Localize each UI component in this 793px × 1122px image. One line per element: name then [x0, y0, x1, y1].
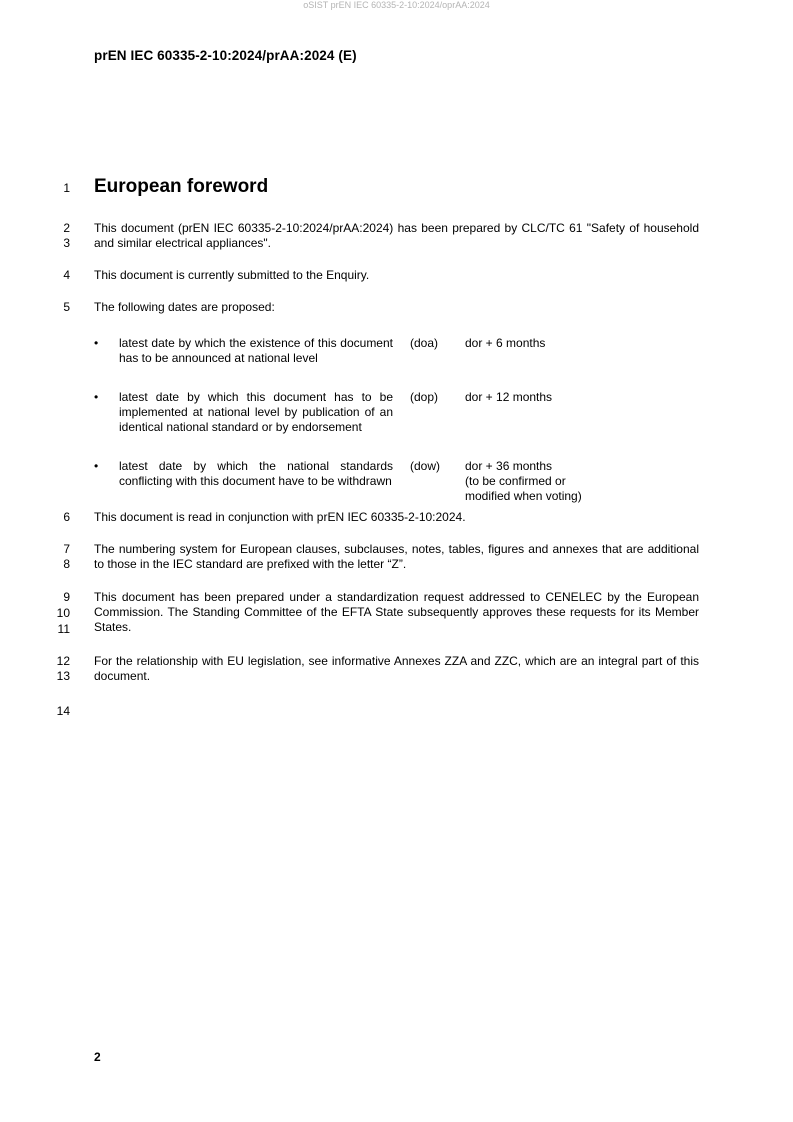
line-number: 7 [63, 542, 70, 556]
date-abbreviation: (dop) [410, 390, 439, 404]
line-number: 5 [63, 300, 70, 314]
document-header: prEN IEC 60335-2-10:2024/prAA:2024 (E) [94, 48, 357, 63]
line-number: 9 [63, 590, 70, 604]
line-number: 3 [63, 236, 70, 250]
date-description: latest date by which the existence of this document has to be announced at national level [119, 336, 393, 365]
date-value: dor + 36 months (to be confirmed or modified when voting) [465, 459, 582, 503]
line-number: 14 [56, 704, 70, 718]
line-number: 2 [63, 221, 70, 235]
paragraph-standardization-request: This document has been prepared under a standardization request addressed to CENELEC by the European Commission. The Standing Committee of the EFTA State subsequently approves these requests for its Member States. [94, 590, 699, 634]
date-description: latest date by which the national standards conflicting with this document have to be withdrawn [119, 459, 393, 488]
paragraph-numbering: The numbering system for European clauses, subclauses, notes, tables, figures and annexes that are additional to those in the IEC standard are prefixed with the letter “Z”. [94, 542, 699, 571]
line-number: 6 [63, 510, 70, 524]
line-number: 13 [56, 669, 70, 683]
line-number: 4 [63, 268, 70, 282]
paragraph-conjunction: This document is read in conjunction with prEN IEC 60335-2-10:2024. [94, 510, 466, 524]
date-abbreviation: (doa) [410, 336, 439, 350]
paragraph-eu-legislation: For the relationship with EU legislation, see informative Annexes ZZA and ZZC, which are an integral part of this document. [94, 654, 699, 683]
page-number: 2 [94, 1050, 101, 1064]
section-heading: European foreword [94, 176, 269, 197]
line-number: 10 [56, 606, 70, 620]
date-abbreviation: (dow) [410, 459, 441, 473]
bullet-icon: • [94, 390, 99, 404]
paragraph-prepared-by: This document (prEN IEC 60335-2-10:2024/prAA:2024) has been prepared by CLC/TC 61 "Safety of household and similar electrical appliances". [94, 221, 699, 250]
paragraph-enquiry: This document is currently submitted to the Enquiry. [94, 268, 370, 282]
bullet-icon: • [94, 459, 99, 473]
date-value: dor + 6 months [465, 336, 546, 350]
line-number: 11 [57, 622, 70, 636]
watermark: oSIST prEN IEC 60335-2-10:2024/oprAA:2024 [303, 0, 490, 10]
line-number: 8 [63, 557, 70, 571]
line-number: 12 [56, 654, 70, 668]
bullet-icon: • [94, 336, 99, 350]
date-value: dor + 12 months [465, 390, 553, 404]
line-number: 1 [63, 181, 70, 195]
paragraph-dates-intro: The following dates are proposed: [94, 300, 275, 314]
date-description: latest date by which this document has to be implemented at national level by publication of an identical national standard or by endorsement [119, 390, 393, 434]
